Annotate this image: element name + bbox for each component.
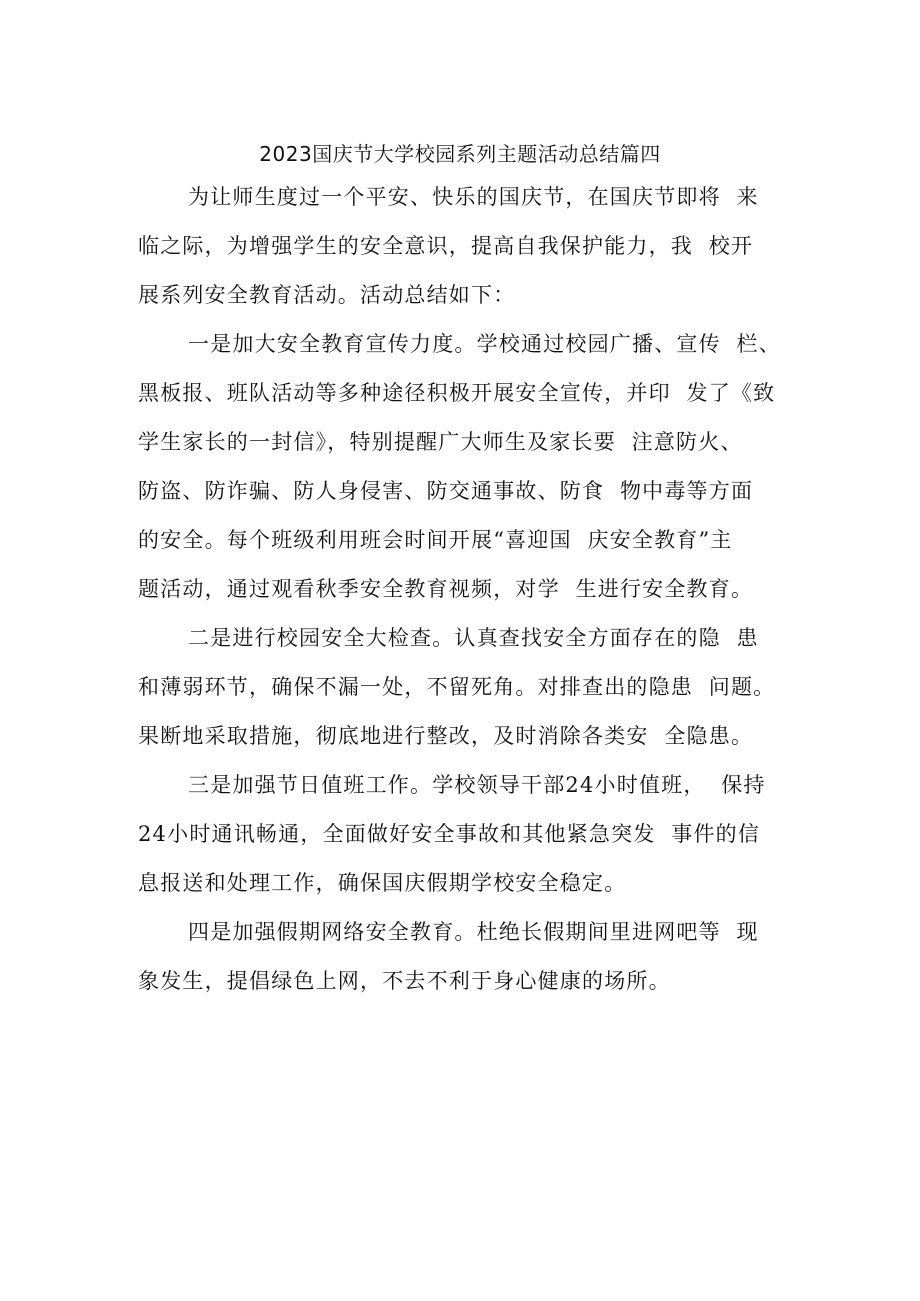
paragraph-2-line-1: 一是加大安全教育宣传力度。学校通过校园广播、宣传 栏、 xyxy=(188,332,781,356)
paragraph-2-line-3: 学生家长的一封信》，特别提醒广大师生及家长要 注意防火、 xyxy=(138,430,743,454)
document-title: 2023国庆节大学校园系列主题活动总结篇四 xyxy=(259,142,661,166)
paragraph-2-line-5: 的安全。每个班级利用班会时间开展“喜迎国 庆安全教育”主 xyxy=(138,528,733,552)
paragraph-3-line-1: 二是进行校园安全大检查。认真查找安全方面存在的隐 患 xyxy=(188,626,759,650)
paragraph-1-line-2: 临之际，为增强学生的安全意识，提高自我保护能力，我 校开 xyxy=(138,234,754,258)
paragraph-2-line-4: 防盗、防诈骗、防人身侵害、防交通事故、防食 物中毒等方面 xyxy=(138,479,754,503)
paragraph-2-line-2: 黑板报、班队活动等多种途径积极开展安全宣传，并印 发了《致 xyxy=(138,381,776,405)
paragraph-1-line-1: 为让师生度过一个平安、快乐的国庆节，在国庆节即将 来 xyxy=(188,185,759,209)
paragraph-2-line-6: 题活动，通过观看秋季安全教育视频，对学 生进行安全教育。 xyxy=(138,577,754,601)
paragraph-5-line-2: 象发生，提倡绿色上网，不去不利于身心健康的场所。 xyxy=(138,969,671,993)
paragraph-3-line-3: 果断地采取措施，彻底地进行整改，及时消除各类安 全隐患。 xyxy=(138,724,754,748)
paragraph-4-line-3: 息报送和处理工作，确保国庆假期学校安全稳定。 xyxy=(138,871,627,895)
paragraph-4-line-2: 24小时通讯畅通，全面做好安全事故和其他紧急突发 事件的信 xyxy=(138,822,761,846)
paragraph-4-line-1: 三是加强节日值班工作。学校领导干部24小时值班， 保持 xyxy=(188,773,766,797)
paragraph-1-line-3: 展系列安全教育活动。活动总结如下： xyxy=(138,283,516,307)
paragraph-5-line-1: 四是加强假期网络安全教育。杜绝长假期间里进网吧等 现 xyxy=(188,920,759,944)
paragraph-3-line-2: 和薄弱环节，确保不漏一处，不留死角。对排查出的隐患 问题。 xyxy=(138,675,776,699)
